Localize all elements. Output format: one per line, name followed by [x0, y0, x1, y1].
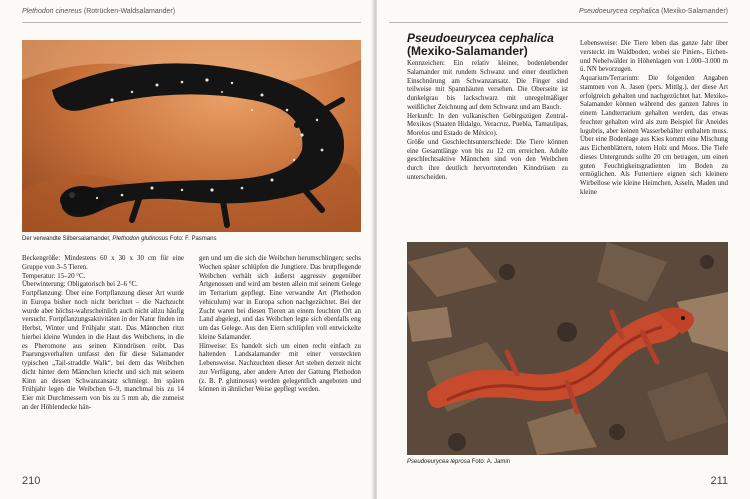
running-head-left: [22, 8, 175, 15]
running-head-right: [579, 8, 728, 15]
paragraph: Beckengröße: Mindestens 60 x 30 x 30 cm für eine Gruppe von 3–5 Tieren.: [22, 255, 184, 271]
paragraph: Temperatur: 15–20 °C.: [22, 272, 86, 280]
text-column-left-2: [199, 255, 361, 395]
species-scientific-name: Pseudoeurycea cephalica: [407, 31, 554, 45]
paragraph: Herkunft: In den vulkanischen Gebirgszügen Zentral-Mexikos (Staaten Hidalgo, Veracruz, Puebla, Tamaulipas, Morelos und Estado de México).: [407, 112, 568, 137]
page-number: 210: [22, 475, 41, 487]
species-heading: [407, 32, 567, 58]
photo-caption-left: Der verwandte Silbersalamander, Plethodon glutinosus Foto: F. Pasmans: [22, 236, 217, 242]
paragraph: Überwinterung: Obligatorisch bei 2–6 °C.: [22, 281, 138, 289]
paragraph: Fortpflanzung: Über eine Fortpflanzung dieser Art wurde in Europa bisher noch nicht berichtet – die Nachzucht wurde aber höchst-wahrscheinlich auch nicht allzu häufig versucht. Fortpflanzungsaktivitäten in der Natur finden im Herbst, Winter und Frühjahr statt. Das Männchen ritzt hierbei kleine Wunden in die Haut des Weibchens, in die es Pheromone aus seinen Kinndrüsen reibt. Das Paarungsverhalten umfasst den für diese Salamander typischen „Tail-straddle Walk“, bei dem das Weibchen dicht hinter dem Männchen kriecht und sich mit seinem Kinn an dessen Schwanzansatz schmiegt. Im späten Frühjahr legen die Weibchen 6–9, manchmal bis zu 14 Eier mit Durchmessern von bis zu 5 mm ab, die zumeist an der Höhlendecke hän-: [22, 290, 184, 411]
paragraph: Hinweise: Es handelt sich um einen recht einfach zu haltenden Landsalamander mit einer versteckten Lebensweise. Nachzuchten dieser Art stehen derzeit nicht zur Verfügung, aber andere Arten der Gattung Plethodon (z. B. P. glutinosus) werden gelegentlich angeboten und können in ähnlicher Weise gepflegt werden.: [199, 342, 361, 394]
photo-caption-right: Pseudoeurycea leprosa Foto: A. Jamin: [407, 459, 511, 465]
salamander-photo-silver: [22, 40, 361, 232]
left-page: [0, 0, 373, 499]
text-column-left-1: [22, 255, 184, 413]
right-page: [377, 0, 750, 499]
species-common-name: (Mexiko-Salamander): [407, 44, 528, 58]
running-head-scientific-name: Plethodon cinereus: [22, 8, 82, 15]
page-number: 211: [710, 475, 728, 487]
paragraph: Lebensweise: Die Tiere leben das ganze Jahr über versteckt im Waldboden, wobei sie Pinien-, Eichen- und Nebelwälder in Höhenlagen von 1.000–3.000 m ü. NN bevorzugen.: [580, 40, 728, 74]
text-column-right-2: [580, 40, 728, 198]
paragraph: Kennzeichen: Ein relativ kleiner, bodenlebender Salamander mit rundem Schwanz und einer deutlichen Einschnürung am Schwanzansatz. Die Finger sind teilweise mit Spannhäuten versehen. Die Oberseite ist dunkelgrau bis lackschwarz mit unregelmäßiger weißlicher Zeichnung auf dem Schwanz und am Bauch.: [407, 60, 568, 111]
header-rule: [389, 22, 728, 23]
salamander-photo-mexico: [407, 242, 728, 455]
paragraph: Größe und Geschlechtsunterschiede: Die Tiere können eine Gesamtlänge von bis zu 12 cm erreichen. Adulte geschlechtsaktive Männchen sind von den Weibchen durch ihre deutlich hervortretenden Kinndrüsen zu unterscheiden.: [407, 138, 568, 181]
running-head-common-name: (Mexiko-Salamander): [661, 8, 728, 15]
text-column-right-1: [407, 60, 568, 183]
running-head-common-name: (Rotrücken-Waldsalamander): [83, 8, 176, 15]
paragraph: gen und um die sich die Weibchen herumschlingen; sechs Wochen später schlüpfen die Jungtiere. Das brutpflegende Weibchen verhält sich äußerst aggressiv gegenüber Artgenossen und wird am besten allein mit seinem Gelege im Terrarium gepflegt. Eine verwandte Art (Plethodon vehiculum) war in Europa schon nachgezüchtet. Bei der Zucht waren bei diesen Tieren an einem feuchten Ort an Land abgelegt, und das Weibchen legte sich ebenfalls eng um das Gelege. Aus den Eiern schlüpfen voll entwickelte kleine Salamander.: [199, 255, 361, 341]
running-head-scientific-name: Pseudoeurycea cephalica: [578, 8, 660, 15]
header-rule: [22, 22, 361, 23]
paragraph: Aquarium/Terrarium: Die folgenden Angaben stammen von A. Jasen (pers. Mittlg.), der diese Art erfolgreich gehalten und nachgezüchtet hat. Mexiko-Salamander können während des ganzen Jahres in einem Landterrarium gehalten werden, das etwas feuchter gehalten wird als zum Beispiel für Aneides lugubris, aber keinen Wasserbehälter enthalten muss. Über eine Bodenlage aus Kies kommt eine Mischung aus Eichenblättern, totem Holz und Moos. Die Tiefe dieses Untergrunds sollte 20 cm betragen, um einen guten Feuchtigkeitsgradienten im Boden zu ermöglichen. Als Futtertiere eignen sich kleinere Wirbellose wie kleine Heimchen, Asseln, Maden und kleine: [580, 75, 728, 196]
